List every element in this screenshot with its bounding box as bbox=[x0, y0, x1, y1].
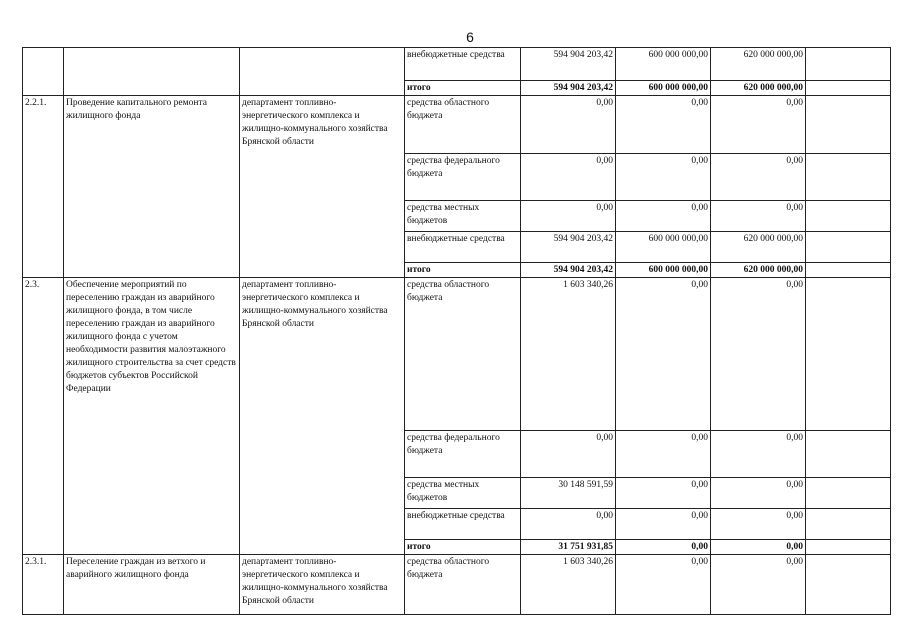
empty-cell bbox=[806, 232, 891, 263]
empty-cell bbox=[806, 96, 891, 154]
empty-cell bbox=[806, 48, 891, 81]
amount-year-1: 0,00 bbox=[521, 431, 616, 478]
table-row bbox=[23, 278, 891, 431]
empty-cell bbox=[806, 278, 891, 431]
amount-year-1: 0,00 bbox=[521, 201, 616, 232]
amount-year-2: 0,00 bbox=[616, 201, 711, 232]
amount-year-2: 0,00 bbox=[616, 154, 711, 201]
amount-year-2: 0,00 bbox=[616, 96, 711, 154]
item-name: Проведение капитального ремонта жилищного фонда bbox=[64, 96, 240, 278]
amount-year-3: 620 000 000,00 bbox=[711, 48, 806, 81]
table-row bbox=[23, 555, 891, 615]
amount-year-1: 0,00 bbox=[521, 154, 616, 201]
table-row bbox=[23, 48, 891, 81]
amount-year-3: 0,00 bbox=[711, 540, 806, 555]
amount-year-2: 600 000 000,00 bbox=[616, 81, 711, 96]
amount-year-3: 0,00 bbox=[711, 278, 806, 431]
funding-source: средства областного бюджета bbox=[405, 278, 521, 431]
item-number: 2.3. bbox=[23, 278, 64, 555]
amount-year-2: 0,00 bbox=[616, 431, 711, 478]
funding-source: внебюджетные средства bbox=[405, 48, 521, 81]
funding-source: средства местных бюджетов bbox=[405, 201, 521, 232]
responsible-department: департамент топливно-энергетического комплекса и жилищно-коммунального хозяйства Брянской области bbox=[240, 278, 405, 555]
empty-cell bbox=[806, 154, 891, 201]
empty-cell bbox=[806, 263, 891, 278]
amount-year-1: 1 603 340,26 bbox=[521, 555, 616, 615]
funding-source: средства федерального бюджета bbox=[405, 431, 521, 478]
funding-source: средства федерального бюджета bbox=[405, 154, 521, 201]
empty-cell bbox=[806, 81, 891, 96]
amount-year-2: 0,00 bbox=[616, 278, 711, 431]
item-name bbox=[64, 48, 240, 96]
empty-cell bbox=[806, 431, 891, 478]
responsible-department bbox=[240, 48, 405, 96]
funding-source: внебюджетные средства bbox=[405, 232, 521, 263]
funding-source: средства областного бюджета bbox=[405, 555, 521, 615]
item-number bbox=[23, 48, 64, 96]
funding-source: средства областного бюджета bbox=[405, 96, 521, 154]
amount-year-1: 594 904 203,42 bbox=[521, 263, 616, 278]
amount-year-1: 594 904 203,42 bbox=[521, 232, 616, 263]
amount-year-1: 0,00 bbox=[521, 509, 616, 540]
amount-year-2: 0,00 bbox=[616, 555, 711, 615]
funding-source: итого bbox=[405, 263, 521, 278]
empty-cell bbox=[806, 555, 891, 615]
amount-year-2: 0,00 bbox=[616, 478, 711, 509]
amount-year-2: 0,00 bbox=[616, 509, 711, 540]
funding-source: внебюджетные средства bbox=[405, 509, 521, 540]
page-number: 6 bbox=[466, 29, 474, 45]
amount-year-3: 0,00 bbox=[711, 478, 806, 509]
amount-year-3: 0,00 bbox=[711, 154, 806, 201]
empty-cell bbox=[806, 478, 891, 509]
funding-source: средства местных бюджетов bbox=[405, 478, 521, 509]
amount-year-1: 594 904 203,42 bbox=[521, 48, 616, 81]
item-number: 2.2.1. bbox=[23, 96, 64, 278]
amount-year-3: 0,00 bbox=[711, 509, 806, 540]
responsible-department: департамент топливно-энергетического комплекса и жилищно-коммунального хозяйства Брянской области bbox=[240, 555, 405, 615]
amount-year-2: 600 000 000,00 bbox=[616, 263, 711, 278]
funding-source: итого bbox=[405, 81, 521, 96]
amount-year-2: 0,00 bbox=[616, 540, 711, 555]
amount-year-3: 0,00 bbox=[711, 431, 806, 478]
amount-year-2: 600 000 000,00 bbox=[616, 48, 711, 81]
amount-year-1: 30 148 591,59 bbox=[521, 478, 616, 509]
amount-year-3: 620 000 000,00 bbox=[711, 263, 806, 278]
budget-table bbox=[22, 47, 891, 615]
responsible-department: департамент топливно-энергетического комплекса и жилищно-коммунального хозяйства Брянской области bbox=[240, 96, 405, 278]
amount-year-2: 600 000 000,00 bbox=[616, 232, 711, 263]
item-name: Обеспечение мероприятий по переселению граждан из аварийного жилищного фонда, в том числе переселению граждан из аварийного жилищного фонда с учетом необходимости развития малоэтажного жилищного строительства за счет средств бюджетов субъектов Российской Федерации bbox=[64, 278, 240, 555]
empty-cell bbox=[806, 509, 891, 540]
empty-cell bbox=[806, 201, 891, 232]
amount-year-1: 31 751 931,85 bbox=[521, 540, 616, 555]
amount-year-3: 620 000 000,00 bbox=[711, 81, 806, 96]
amount-year-1: 1 603 340,26 bbox=[521, 278, 616, 431]
amount-year-1: 0,00 bbox=[521, 96, 616, 154]
amount-year-1: 594 904 203,42 bbox=[521, 81, 616, 96]
item-name: Переселение граждан из ветхого и аварийного жилищного фонда bbox=[64, 555, 240, 615]
empty-cell bbox=[806, 540, 891, 555]
amount-year-3: 0,00 bbox=[711, 201, 806, 232]
amount-year-3: 0,00 bbox=[711, 555, 806, 615]
amount-year-3: 620 000 000,00 bbox=[711, 232, 806, 263]
amount-year-3: 0,00 bbox=[711, 96, 806, 154]
funding-source: итого bbox=[405, 540, 521, 555]
item-number: 2.3.1. bbox=[23, 555, 64, 615]
table-row bbox=[23, 96, 891, 154]
